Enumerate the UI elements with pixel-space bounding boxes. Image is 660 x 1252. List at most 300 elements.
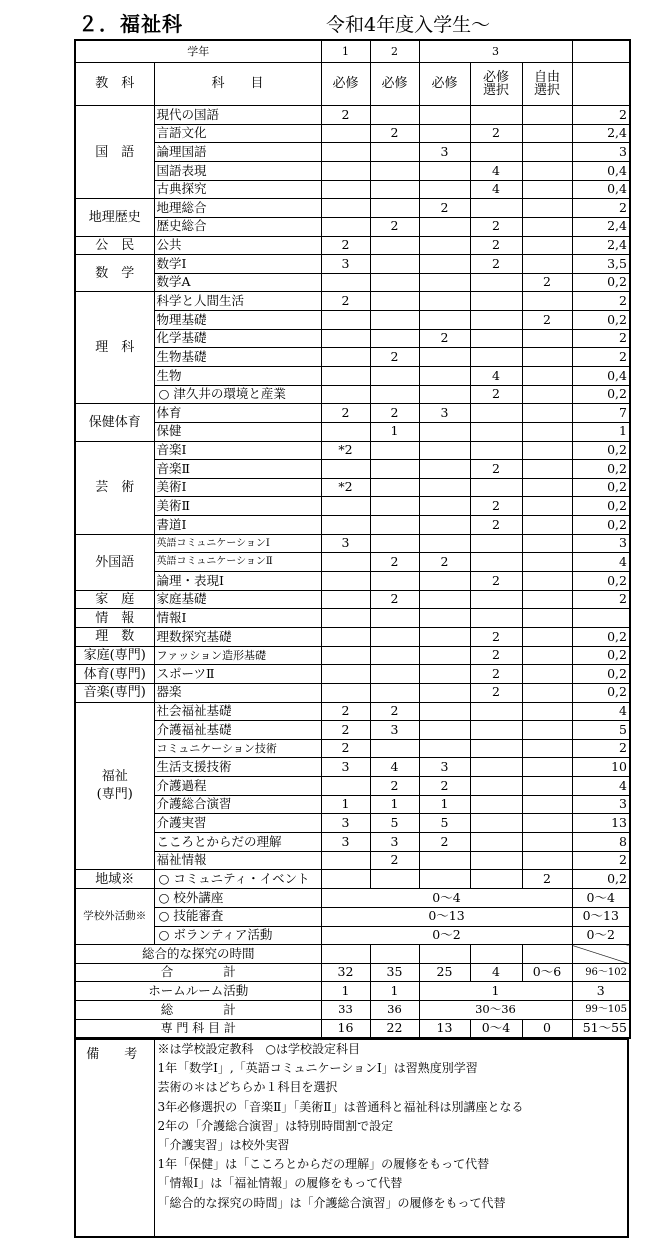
total-credits: 0,2 [572, 516, 630, 535]
y3-hisshu: 3 [419, 404, 470, 423]
senmon-y1: 16 [321, 1019, 370, 1038]
total-credits: 4 [572, 702, 630, 721]
subject-row [75, 870, 630, 889]
y3-jiyu-sentaku [522, 348, 572, 367]
y3-jiyu-sentaku [522, 143, 572, 162]
y2-hisshu: 2 [370, 124, 419, 143]
note-line: 1年「保健」は「こころとからだの理解」の履修をもって代替 [157, 1157, 490, 1172]
total-credits: 2 [572, 106, 630, 125]
subject-row [75, 590, 630, 609]
total-credits: 7 [572, 404, 630, 423]
subject-name: ○ 津久井の環境と産業 [154, 385, 321, 404]
subject-name: コミュニケーション技術 [154, 739, 321, 758]
soukei-y3: 30～36 [419, 1001, 572, 1020]
y1-hisshu: 2 [321, 721, 370, 740]
subject-name: 介護実習 [154, 814, 321, 833]
y3-jiyu-sentaku [522, 441, 572, 460]
hr-label: ホームルーム活動 [75, 982, 321, 1001]
header-kamoku: 科 目 [154, 62, 321, 105]
subject-name: 論理・表現Ⅰ [154, 572, 321, 591]
y2-hisshu [370, 534, 419, 553]
y1-hisshu [321, 646, 370, 665]
y3-hisshu-sentaku [470, 311, 522, 330]
y3-hisshu-sentaku [470, 143, 522, 162]
subject-name: 地理総合 [154, 199, 321, 218]
y3-hisshu [419, 665, 470, 684]
y2-hisshu [370, 143, 419, 162]
subject-name: 現代の国語 [154, 106, 321, 125]
y3-hisshu-sentaku [470, 795, 522, 814]
subject-name: ファッション造形基礎 [154, 646, 321, 665]
y2-hisshu: 2 [370, 851, 419, 870]
goukei-y3c: 0～6 [522, 963, 572, 982]
notes-lines [154, 1040, 628, 1238]
y3-jiyu-sentaku [522, 795, 572, 814]
category-chireki: 地理歴史 [75, 199, 154, 236]
page-title: ２．福祉科 [78, 12, 183, 36]
notes-table [74, 1039, 629, 1238]
subject-row [75, 366, 630, 385]
y3-hisshu-sentaku [470, 422, 522, 441]
subject-name: 情報Ⅰ [154, 609, 321, 628]
y2-hisshu: 4 [370, 758, 419, 777]
subject-row [75, 385, 630, 404]
subject-name: 介護総合演習 [154, 795, 321, 814]
subject-row [75, 292, 630, 311]
total-credits: 0,4 [572, 161, 630, 180]
y3-hisshu-sentaku [470, 199, 522, 218]
y3-jiyu-sentaku [522, 739, 572, 758]
subject-row [75, 553, 630, 572]
subject-name: スポーツⅡ [154, 665, 321, 684]
note-line: 「総合的な探究の時間」は「介護総合演習」の履修をもって代替 [157, 1195, 506, 1210]
y2-hisshu [370, 739, 419, 758]
y3-jiyu-sentaku [522, 460, 572, 479]
y3-jiyu-sentaku [522, 721, 572, 740]
category-risu: 理 数 [75, 627, 154, 646]
header-hisshu-sentaku: 必修 選択 [470, 62, 522, 105]
y1-hisshu [321, 366, 370, 385]
y2-hisshu [370, 106, 419, 125]
y3-hisshu-sentaku: 2 [470, 683, 522, 702]
subject-row [75, 497, 630, 516]
y2-hisshu [370, 292, 419, 311]
y3-jiyu-sentaku [522, 161, 572, 180]
y3-jiyu-sentaku [522, 534, 572, 553]
subject-row [75, 609, 630, 628]
y3-hisshu [419, 870, 470, 889]
total-credits: 13 [572, 814, 630, 833]
total-credits: 2 [572, 739, 630, 758]
subject-name: 介護過程 [154, 777, 321, 796]
total-credits: 0,2 [572, 627, 630, 646]
total-credits: 0,2 [572, 683, 630, 702]
y2-hisshu: 2 [370, 777, 419, 796]
y3-hisshu [419, 422, 470, 441]
subject-name: 古典探究 [154, 180, 321, 199]
y2-hisshu [370, 870, 419, 889]
subject-kogai: ○ 校外講座 [154, 889, 321, 908]
y1-hisshu [321, 348, 370, 367]
y3-jiyu-sentaku [522, 590, 572, 609]
subject-row [75, 404, 630, 423]
y3-hisshu: 2 [419, 329, 470, 348]
y3-hisshu-sentaku [470, 404, 522, 423]
y3-hisshu-sentaku: 4 [470, 161, 522, 180]
y2-hisshu: 1 [370, 422, 419, 441]
header-year2: 2 [370, 40, 419, 62]
y2-hisshu [370, 683, 419, 702]
category-fukushi [75, 702, 154, 870]
total-credits: 2,4 [572, 124, 630, 143]
y3-hisshu-sentaku [470, 553, 522, 572]
tankyu-label: 総合的な探究の時間 [75, 945, 321, 964]
y2-hisshu: 3 [370, 833, 419, 852]
subject-name: 保健 [154, 422, 321, 441]
note-line: ※は学校設定教科 ○は学校設定科目 [157, 1042, 360, 1056]
y3-hisshu-sentaku: 2 [470, 255, 522, 274]
subject-name: 介護福祉基礎 [154, 721, 321, 740]
y3-jiyu-sentaku [522, 422, 572, 441]
y1-hisshu: 2 [321, 702, 370, 721]
y2-hisshu: 2 [370, 348, 419, 367]
y3-jiyu-sentaku [522, 627, 572, 646]
subject-row [75, 217, 630, 236]
y3-jiyu-sentaku [522, 199, 572, 218]
y3-hisshu-sentaku: 2 [470, 124, 522, 143]
y1-hisshu [321, 199, 370, 218]
y3-jiyu-sentaku [522, 329, 572, 348]
y3-hisshu [419, 739, 470, 758]
subject-name: 器楽 [154, 683, 321, 702]
y3-hisshu-sentaku: 2 [470, 385, 522, 404]
category-katei-sen: 家庭(専門) [75, 646, 154, 665]
y3-jiyu-sentaku [522, 851, 572, 870]
header-jiyu-sentaku: 自由 選択 [522, 62, 572, 105]
y1-hisshu [321, 460, 370, 479]
subject-name: 家庭基礎 [154, 590, 321, 609]
subject-name: 物理基礎 [154, 311, 321, 330]
subject-row [75, 627, 630, 646]
y3-hisshu [419, 590, 470, 609]
senmon-y3a: 13 [419, 1019, 470, 1038]
subject-row [75, 721, 630, 740]
tankyu-y3b [470, 945, 522, 964]
tankyu-y1 [321, 945, 370, 964]
y1-hisshu: *2 [321, 441, 370, 460]
y2-hisshu [370, 161, 419, 180]
subject-name: 数学A [154, 273, 321, 292]
subject-name: 書道Ⅰ [154, 516, 321, 535]
y2-hisshu: 5 [370, 814, 419, 833]
total-credits: 3 [572, 534, 630, 553]
subject-name: 社会福祉基礎 [154, 702, 321, 721]
y2-hisshu [370, 609, 419, 628]
total-gino: 0～13 [572, 907, 630, 926]
subject-row [75, 851, 630, 870]
goukei-y3b: 4 [470, 963, 522, 982]
subject-row [75, 795, 630, 814]
subject-row [75, 124, 630, 143]
subject-row [75, 348, 630, 367]
y1-hisshu [321, 516, 370, 535]
y3-jiyu-sentaku [522, 217, 572, 236]
subject-gino: ○ 技能審査 [154, 907, 321, 926]
note-line: 「情報Ⅰ」は「福祉情報」の履修をもって代替 [157, 1176, 403, 1191]
senmon-label: 専 門 科 目 計 [75, 1019, 321, 1038]
total-credits: 4 [572, 553, 630, 572]
hr-y1: 1 [321, 982, 370, 1001]
subject-row [75, 534, 630, 553]
subject-row [75, 199, 630, 218]
y3-hisshu-sentaku [470, 478, 522, 497]
y3-jiyu-sentaku [522, 777, 572, 796]
subject-name: 国語表現 [154, 161, 321, 180]
y3-hisshu [419, 124, 470, 143]
total-credits: 2 [572, 348, 630, 367]
y3-hisshu-sentaku [470, 739, 522, 758]
category-komin: 公 民 [75, 236, 154, 255]
y3-jiyu-sentaku [522, 404, 572, 423]
y2-hisshu [370, 329, 419, 348]
subject-row [75, 329, 630, 348]
y3-hisshu-sentaku [470, 758, 522, 777]
subject-name: 生活支援技術 [154, 758, 321, 777]
y3-hisshu-sentaku [470, 721, 522, 740]
header-hisshu-2: 必修 [370, 62, 419, 105]
y1-hisshu: 2 [321, 292, 370, 311]
tankyu-y3c [522, 945, 572, 964]
total-volunteer: 0～2 [572, 926, 630, 945]
y1-hisshu [321, 422, 370, 441]
note-line: 芸術の＊はどちらか１科目を選択 [157, 1080, 338, 1095]
category-geijutsu: 芸 術 [75, 441, 154, 534]
subject-name: 化学基礎 [154, 329, 321, 348]
y1-hisshu: 2 [321, 236, 370, 255]
total-credits: 3 [572, 143, 630, 162]
total-credits: 2,4 [572, 236, 630, 255]
y3-hisshu-sentaku [470, 273, 522, 292]
note-line: 2年の「介護総合演習」は特別時間割で設定 [157, 1118, 394, 1133]
y1-hisshu: 1 [321, 795, 370, 814]
subject-row [75, 143, 630, 162]
total-credits: 3,5 [572, 255, 630, 274]
subject-name: 論理国語 [154, 143, 321, 162]
y3-hisshu-sentaku [470, 870, 522, 889]
subject-row [75, 814, 630, 833]
subject-row [75, 236, 630, 255]
category-gakkogai: 学校外活動※ [75, 889, 154, 945]
y3-hisshu-sentaku: 2 [470, 497, 522, 516]
y2-hisshu [370, 460, 419, 479]
y2-hisshu: 2 [370, 590, 419, 609]
y3-hisshu [419, 292, 470, 311]
hr-y2: 1 [370, 982, 419, 1001]
total-credits: 0,2 [572, 273, 630, 292]
total-credits: 0,2 [572, 497, 630, 516]
header-hisshu-3: 必修 [419, 62, 470, 105]
total-credits: 0,4 [572, 366, 630, 385]
subject-row [75, 702, 630, 721]
y1-hisshu [321, 217, 370, 236]
y2-hisshu: 1 [370, 795, 419, 814]
y3-hisshu-sentaku [470, 702, 522, 721]
y1-hisshu [321, 311, 370, 330]
y2-hisshu [370, 311, 419, 330]
y2-hisshu [370, 255, 419, 274]
y3-hisshu [419, 534, 470, 553]
total-credits: 0,2 [572, 441, 630, 460]
header-gakunen: 学年 [75, 40, 321, 62]
subject-name: 公共 [154, 236, 321, 255]
total-credits: 2 [572, 292, 630, 311]
total-credits: 0,2 [572, 572, 630, 591]
y3-jiyu-sentaku [522, 572, 572, 591]
subject-name: 福祉情報 [154, 851, 321, 870]
note-line: 3年必修選択の「音楽Ⅱ」「美術Ⅱ」は普通科と福祉科は別講座となる [157, 1099, 524, 1114]
subject-row [75, 739, 630, 758]
y1-hisshu: 3 [321, 814, 370, 833]
total-credits: 3 [572, 795, 630, 814]
y3-hisshu-sentaku: 2 [470, 516, 522, 535]
y3-jiyu-sentaku [522, 609, 572, 628]
y1-hisshu [321, 180, 370, 199]
subject-volunteer: ○ ボランティア活動 [154, 926, 321, 945]
y3-hisshu: 2 [419, 553, 470, 572]
y3-hisshu: 2 [419, 199, 470, 218]
y3-hisshu-sentaku: 4 [470, 366, 522, 385]
goukei-y3a: 25 [419, 963, 470, 982]
y2-hisshu [370, 236, 419, 255]
total-credits: 4 [572, 777, 630, 796]
subject-name: 理数探究基礎 [154, 627, 321, 646]
senmon-y3c: 0 [522, 1019, 572, 1038]
total-credits: 5 [572, 721, 630, 740]
y3-hisshu: 2 [419, 833, 470, 852]
y1-hisshu: 3 [321, 534, 370, 553]
y3-jiyu-sentaku [522, 665, 572, 684]
subject-name: 歴史総合 [154, 217, 321, 236]
subject-row [75, 478, 630, 497]
total-credits: 2 [572, 590, 630, 609]
y3-hisshu-sentaku [470, 609, 522, 628]
y3-hisshu [419, 273, 470, 292]
category-chiiki: 地域※ [75, 870, 154, 889]
subject-row [75, 572, 630, 591]
total-credits: 2 [572, 329, 630, 348]
range-volunteer: 0～2 [321, 926, 572, 945]
hr-total: 3 [572, 982, 630, 1001]
y3-hisshu [419, 385, 470, 404]
y3-hisshu-sentaku [470, 590, 522, 609]
y3-hisshu-sentaku [470, 441, 522, 460]
y3-hisshu: 3 [419, 143, 470, 162]
y3-jiyu-sentaku [522, 106, 572, 125]
y2-hisshu [370, 199, 419, 218]
subject-name: 生物基礎 [154, 348, 321, 367]
category-hoken: 保健体育 [75, 404, 154, 441]
y1-hisshu: 3 [321, 255, 370, 274]
header-total-blank [572, 62, 630, 105]
subject-row [75, 683, 630, 702]
y2-hisshu [370, 516, 419, 535]
y3-hisshu [419, 497, 470, 516]
total-credits [572, 609, 630, 628]
y3-hisshu [419, 572, 470, 591]
y3-hisshu [419, 627, 470, 646]
tankyu-y3a [419, 945, 470, 964]
total-kogai: 0～4 [572, 889, 630, 908]
y3-jiyu-sentaku: 2 [522, 311, 572, 330]
y3-hisshu-sentaku [470, 106, 522, 125]
y3-hisshu [419, 478, 470, 497]
subject-name: 科学と人間生活 [154, 292, 321, 311]
subject-name: 音楽Ⅱ [154, 460, 321, 479]
y1-hisshu [321, 851, 370, 870]
subject-row [75, 161, 630, 180]
y3-jiyu-sentaku [522, 292, 572, 311]
y3-hisshu-sentaku [470, 833, 522, 852]
total-credits: 0,4 [572, 180, 630, 199]
y2-hisshu [370, 665, 419, 684]
y1-hisshu [321, 553, 370, 572]
y1-hisshu [321, 385, 370, 404]
y1-hisshu [321, 329, 370, 348]
y2-hisshu: 2 [370, 217, 419, 236]
subject-row [75, 180, 630, 199]
y3-jiyu-sentaku [522, 385, 572, 404]
total-credits: 0,2 [572, 385, 630, 404]
subject-row [75, 106, 630, 125]
y3-jiyu-sentaku [522, 646, 572, 665]
y3-hisshu-sentaku [470, 292, 522, 311]
y1-hisshu: 2 [321, 106, 370, 125]
y1-hisshu [321, 609, 370, 628]
subject-row [75, 833, 630, 852]
total-credits: 0,2 [572, 478, 630, 497]
y3-jiyu-sentaku [522, 124, 572, 143]
y2-hisshu [370, 627, 419, 646]
y3-jiyu-sentaku [522, 497, 572, 516]
y3-hisshu-sentaku: 4 [470, 180, 522, 199]
y3-hisshu [419, 180, 470, 199]
header-year3: 3 [419, 40, 572, 62]
y3-jiyu-sentaku [522, 814, 572, 833]
y3-hisshu: 1 [419, 795, 470, 814]
y2-hisshu: 2 [370, 404, 419, 423]
subject-name: 数学Ⅰ [154, 255, 321, 274]
y2-hisshu: 2 [370, 553, 419, 572]
y3-hisshu [419, 311, 470, 330]
y3-jiyu-sentaku [522, 758, 572, 777]
y3-hisshu-sentaku: 2 [470, 627, 522, 646]
y3-hisshu-sentaku [470, 814, 522, 833]
category-taiiku-sen: 体育(専門) [75, 665, 154, 684]
range-kogai: 0～4 [321, 889, 572, 908]
tankyu-total-slash [572, 945, 630, 964]
y2-hisshu [370, 366, 419, 385]
header-hisshu-1: 必修 [321, 62, 370, 105]
subject-row [75, 646, 630, 665]
range-gino: 0～13 [321, 907, 572, 926]
subject-row [75, 255, 630, 274]
header-kyoka: 教 科 [75, 62, 154, 105]
y2-hisshu: 3 [370, 721, 419, 740]
y3-hisshu [419, 609, 470, 628]
y3-hisshu-sentaku: 2 [470, 217, 522, 236]
y3-jiyu-sentaku [522, 255, 572, 274]
y3-jiyu-sentaku: 2 [522, 273, 572, 292]
